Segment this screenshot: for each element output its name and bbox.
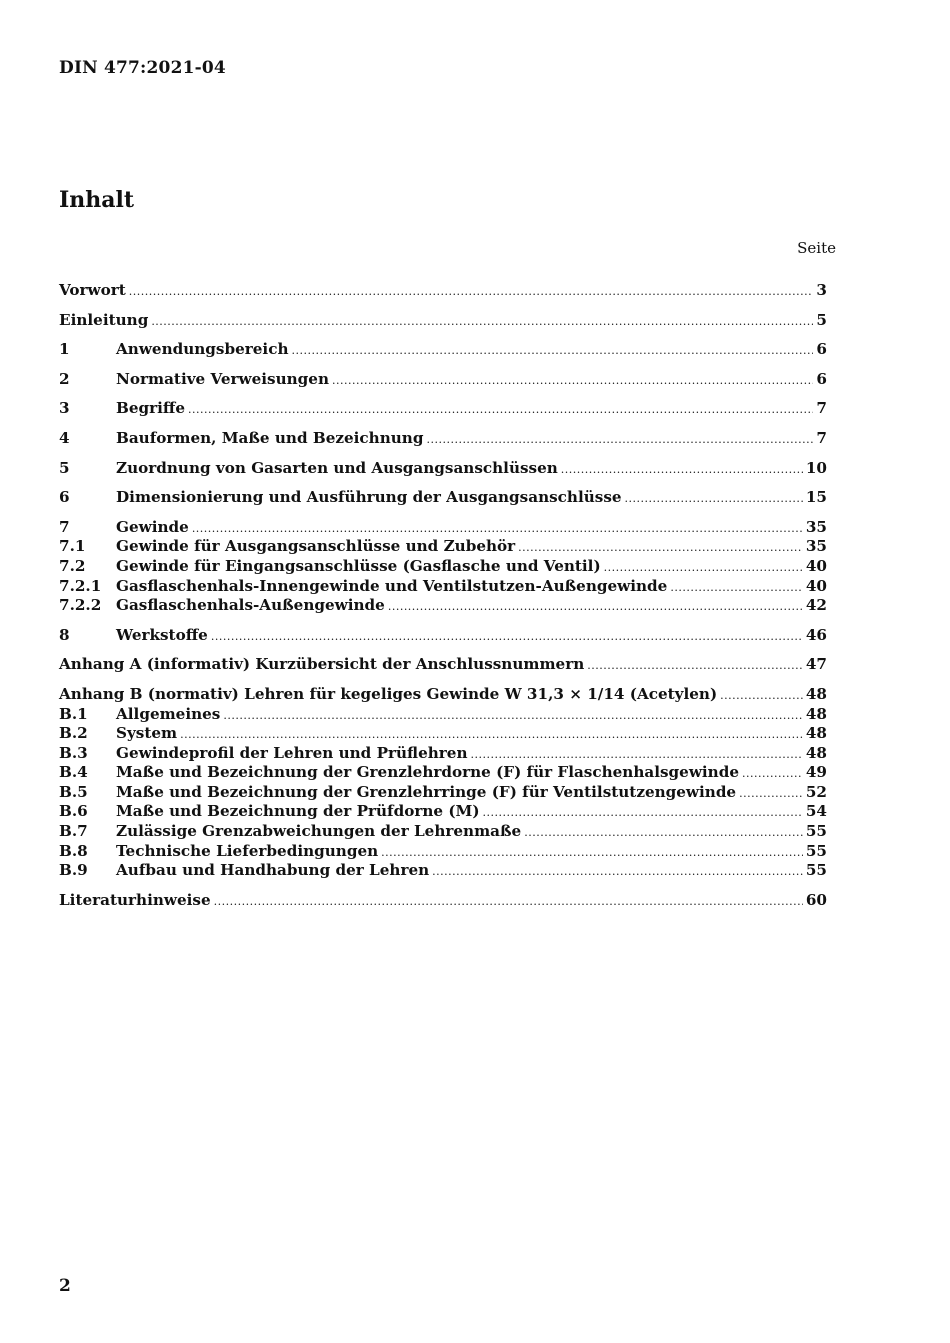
toc-entry-number: B.9 [59,861,88,880]
toc-entry-7-1[interactable] [59,537,827,557]
toc-entry-7[interactable] [59,518,827,538]
dot-leader [483,803,803,823]
toc-entry-7-2-2[interactable] [59,596,827,616]
toc-entry-number: 5 [59,458,70,477]
toc-entry-title: Bauformen, Maße und Bezeichnung [116,428,424,447]
toc-entry-1[interactable] [59,340,827,360]
toc-entry-number: 1 [59,340,70,359]
toc-entry-title: System [116,724,178,743]
toc-entry-page: 40 [805,576,827,595]
dot-leader [524,823,803,843]
toc-entry-number: 3 [59,399,70,418]
dot-leader [223,706,802,726]
toc-entry-number: 7 [59,517,70,536]
toc-entry-page: 55 [805,861,827,880]
toc-entry-anhang-b[interactable] [59,685,827,705]
dot-leader [214,892,803,912]
dot-leader [432,862,803,882]
toc-entry-2[interactable] [59,370,827,390]
dot-leader [720,686,803,706]
toc-entry-b-4[interactable] [59,763,827,783]
toc-entry-title: Maße und Bezeichnung der Grenzlehrringe (F) für Ventilstutzengewinde [116,782,737,801]
table-of-contents [59,281,827,910]
toc-entry-title: Normative Verweisungen [116,369,330,388]
toc-entry-page: 46 [805,625,827,644]
dot-leader [188,400,813,420]
toc-entry-number: 7.1 [59,537,86,556]
toc-heading: Inhalt [59,187,135,213]
toc-entry-b-9[interactable] [59,861,827,881]
toc-entry-title: Zuordnung von Gasarten und Ausgangsanschlüssen [116,458,558,477]
dot-leader [211,627,803,647]
toc-entry-number: 7.2.1 [59,576,102,595]
toc-entry-title: Literaturhinweise [59,890,211,909]
toc-entry-number: B.5 [59,782,88,801]
toc-entry-page: 40 [805,556,827,575]
toc-entry-number: 7.2 [59,556,86,575]
dot-leader [426,430,813,450]
toc-entry-5[interactable] [59,459,827,479]
toc-entry-page: 48 [805,704,827,723]
toc-entry-b-8[interactable] [59,842,827,862]
toc-entry-page: 47 [805,655,827,674]
page-number: 2 [59,1276,71,1296]
dot-leader [625,489,803,509]
dot-leader [192,519,803,539]
dot-leader [381,843,803,863]
toc-entry-b-1[interactable] [59,705,827,725]
toc-entry-7-2[interactable] [59,557,827,577]
toc-entry-title: Gewinde für Eingangsanschlüsse (Gasflasche und Ventil) [116,556,601,575]
toc-entry-page: 35 [805,517,827,536]
dot-leader [151,312,813,332]
toc-entry-page: 60 [805,890,827,909]
toc-entry-page: 6 [816,340,827,359]
toc-entry-title: Zulässige Grenzabweichungen der Lehrenmaße [116,822,522,841]
toc-entry-b-3[interactable] [59,744,827,764]
toc-entry-number: B.7 [59,822,88,841]
toc-entry-title: Maße und Bezeichnung der Grenzlehrdorne (F) für Flaschenhalsgewinde [116,763,739,782]
dot-leader [332,371,813,391]
toc-entry-title: Allgemeines [116,704,221,723]
toc-entry-number: 8 [59,625,70,644]
toc-entry-number: B.1 [59,704,88,723]
toc-entry-number: 2 [59,369,70,388]
toc-entry-title: Aufbau und Handhabung der Lehren [116,861,430,880]
toc-entry-page: 7 [816,428,827,447]
toc-entry-number: B.4 [59,763,88,782]
toc-entry-b-2[interactable] [59,724,827,744]
toc-entry-title: Gewindeprofil der Lehren und Prüflehren [116,743,468,762]
toc-entry-title: Anhang B (normativ) Lehren für kegeliges Gewinde W 31,3 × 1/14 (Acetylen) [59,684,718,703]
dot-leader [587,656,803,676]
toc-entry-number: B.2 [59,724,88,743]
dot-leader [129,282,814,302]
toc-entry-page: 15 [805,488,827,507]
toc-entry-page: 10 [805,458,827,477]
toc-entry-title: Begriffe [116,399,186,418]
toc-entry-8[interactable] [59,626,827,646]
toc-entry-b-6[interactable] [59,802,827,822]
dot-leader [604,558,803,578]
toc-entry-b-5[interactable] [59,783,827,803]
toc-entry-title: Anhang A (informativ) Kurzübersicht der Anschlussnummern [59,655,585,674]
dot-leader [518,538,803,558]
toc-entry-page: 42 [805,596,827,615]
toc-entry-number: B.8 [59,841,88,860]
toc-entry-number: B.6 [59,802,88,821]
toc-entry-b-7[interactable] [59,822,827,842]
dot-leader [180,725,803,745]
dot-leader [742,764,803,784]
document-id: DIN 477:2021-04 [59,58,226,78]
toc-entry-vorwort[interactable] [59,281,827,301]
toc-entry-title: Vorwort [59,281,126,299]
toc-entry-number: 7.2.2 [59,596,102,615]
toc-entry-4[interactable] [59,429,827,449]
toc-entry-number: 6 [59,488,70,507]
toc-entry-anhang-a[interactable] [59,655,827,675]
page-column-label: Seite [797,239,836,257]
dot-leader [739,784,803,804]
toc-entry-7-2-1[interactable] [59,577,827,597]
toc-entry-page: 48 [805,724,827,743]
toc-entry-title: Einleitung [59,310,149,329]
dot-leader [561,460,803,480]
toc-entry-page: 52 [805,782,827,801]
dot-leader [291,341,813,361]
toc-entry-3[interactable] [59,399,827,419]
toc-entry-page: 48 [805,743,827,762]
toc-entry-page: 54 [805,802,827,821]
toc-entry-page: 55 [805,822,827,841]
dot-leader [388,597,803,617]
toc-entry-number: B.3 [59,743,88,762]
toc-entry-page: 7 [816,399,827,418]
toc-entry-page: 35 [805,537,827,556]
toc-entry-page: 5 [816,310,827,329]
toc-entry-title: Dimensionierung und Ausführung der Ausgangsanschlüsse [116,488,622,507]
toc-entry-6[interactable] [59,488,827,508]
toc-entry-page: 6 [816,369,827,388]
toc-entry-title: Technische Lieferbedingungen [116,841,379,860]
toc-entry-title: Gewinde [116,517,189,536]
toc-entry-page: 49 [805,763,827,782]
toc-entry-number: 4 [59,428,70,447]
toc-entry-title: Gasflaschenhals-Außengewinde [116,596,385,615]
toc-entry-title: Maße und Bezeichnung der Prüfdorne (M) [116,802,480,821]
toc-entry-title: Gasflaschenhals-Innengewinde und Ventilstutzen-Außengewinde [116,576,668,595]
dot-leader [471,745,803,765]
toc-entry-title: Werkstoffe [116,625,208,644]
toc-entry-title: Gewinde für Ausgangsanschlüsse und Zubehör [116,537,516,556]
toc-entry-title: Anwendungsbereich [116,340,289,359]
toc-entry-page: 3 [816,281,827,299]
toc-entry-literaturhinweise[interactable] [59,891,827,911]
toc-entry-einleitung[interactable] [59,311,827,331]
toc-entry-page: 55 [805,841,827,860]
dot-leader [670,578,803,598]
toc-entry-page: 48 [805,684,827,703]
